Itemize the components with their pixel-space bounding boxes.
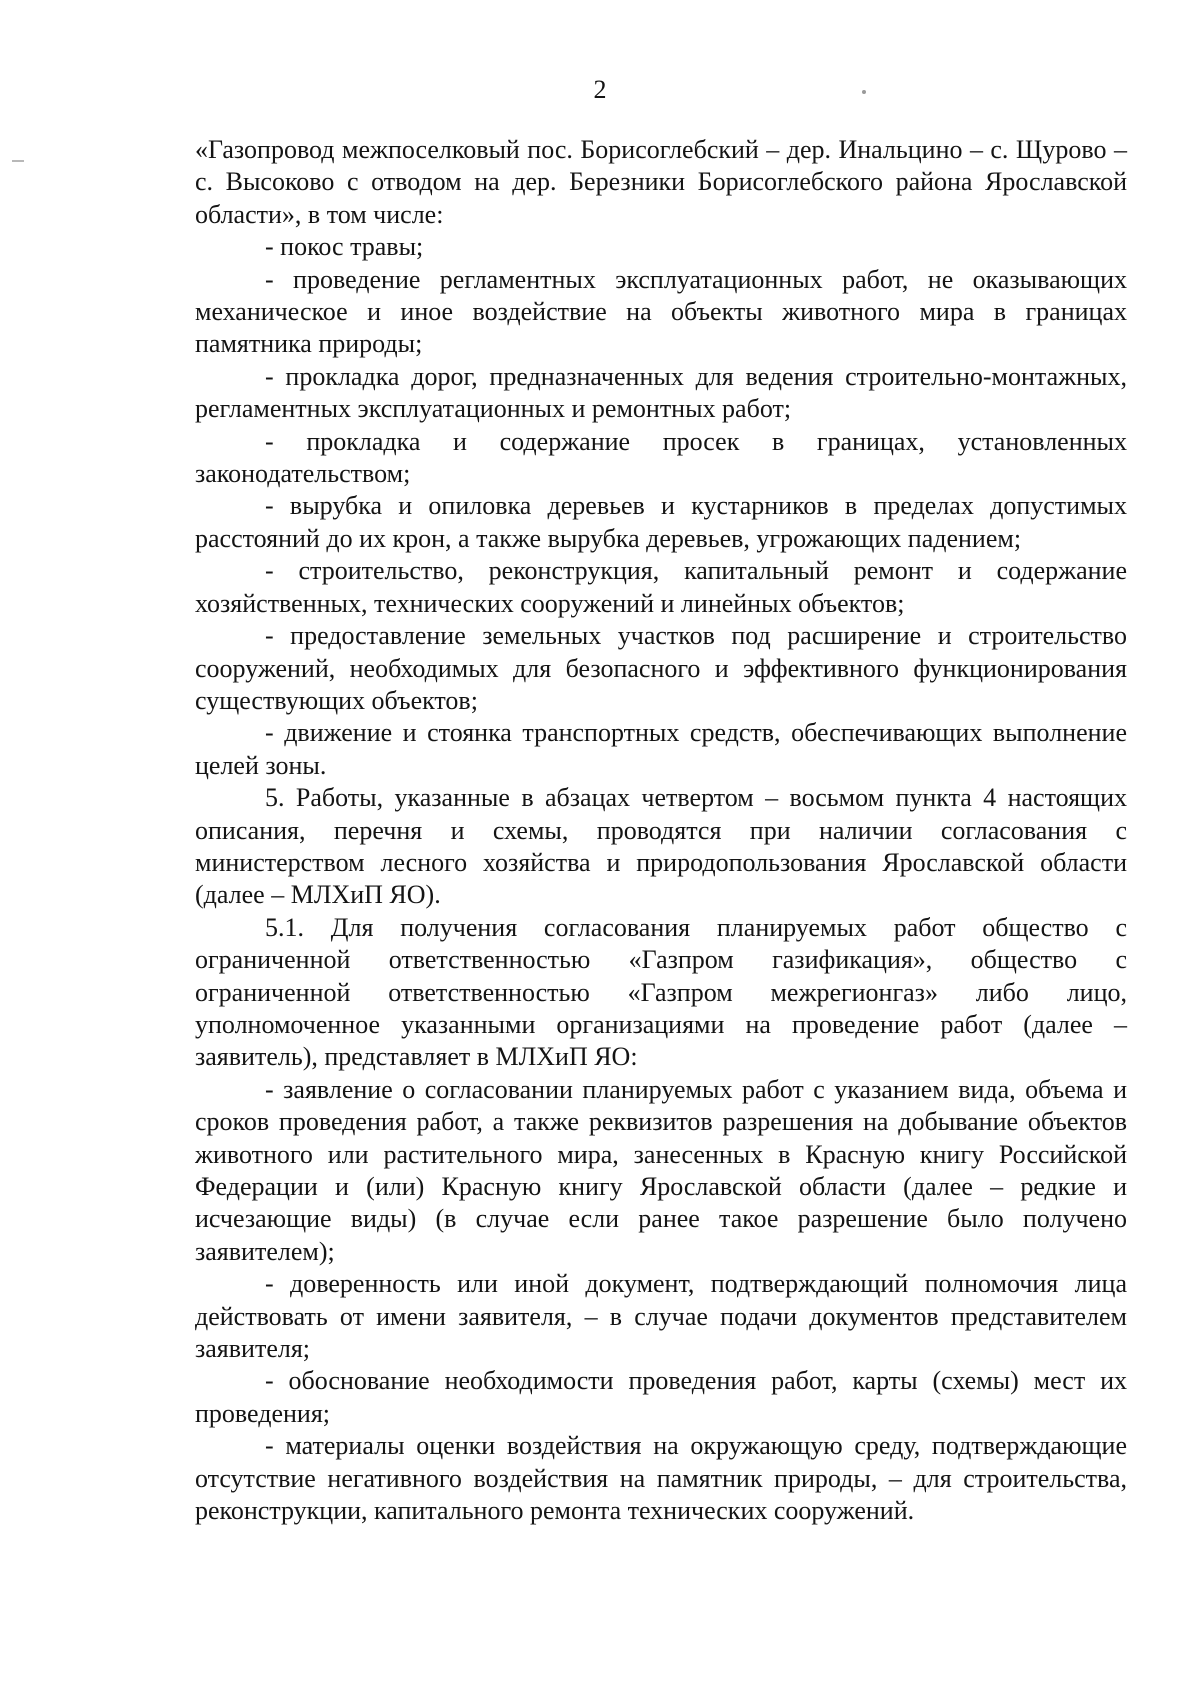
section-paragraph: 5.1. Для получения согласования планируемых работ общество с ограниченной ответственностью «Газпром газификация», общество с ограниченной ответственностью «Газпром межрегионгаз» либо лицо, уполномоченное указанными организациями на проведение работ (далее – заявитель), представляет в МЛХиП ЯО: (195, 912, 1127, 1072)
scan-artifact (12, 160, 24, 162)
list-item: - материалы оценки воздействия на окружающую среду, подтверждающие отсутствие негативного воздействия на памятник природы, – для строительства, реконструкции, капитального ремонта технических сооружений. (195, 1431, 1127, 1526)
list-item: - строительство, реконструкция, капитальный ремонт и содержание хозяйственных, технических сооружений и линейных объектов; (195, 556, 1127, 618)
list-item: - предоставление земельных участков под расширение и строительство сооружений, необходимых для безопасного и эффективного функционирования существующих объектов; (195, 621, 1127, 715)
list-item: - покос травы; (265, 232, 424, 262)
list-item: - проведение регламентных эксплуатационных работ, не оказывающих механическое и иное воздействие на объекты животного мира в границах памятника природы; (195, 264, 1127, 359)
list-item: - доверенность или иной документ, подтверждающий полномочия лица действовать от имени заявителя, – в случае подачи документов представителем заявителя; (195, 1269, 1127, 1364)
list-item: - обоснование необходимости проведения работ, карты (схемы) мест их проведения; (195, 1366, 1127, 1428)
document-body (195, 134, 1127, 1527)
list-item: - заявление о согласовании планируемых работ с указанием вида, объема и сроков проведения работ, а также реквизитов разрешения на добывание объектов животного или растительного мира, занесенных в Красную книгу Российской Федерации и (или) Красную книгу Ярославской области (далее – редкие и исчезающие виды) (в случае если ранее такое разрешение было получено заявителем); (195, 1074, 1127, 1266)
section-paragraph: 5. Работы, указанные в абзацах четвертом – восьмом пункта 4 настоящих описания, перечня и схемы, проводятся при наличии согласования с министерством лесного хозяйства и природопользования Ярославской области (далее – МЛХиП ЯО). (195, 783, 1127, 910)
list-item: - прокладка дорог, предназначенных для ведения строительно-монтажных, регламентных эксплуатационных и ремонтных работ; (195, 361, 1127, 424)
page-number: 2 (593, 75, 607, 104)
list-item: - вырубка и опиловка деревьев и кустарников в пределах допустимых расстояний до их крон, а также вырубка деревьев, угрожающих падением; (195, 491, 1127, 553)
list-item: - движение и стоянка транспортных средств, обеспечивающих выполнение целей зоны. (195, 718, 1127, 780)
list-item: - прокладка и содержание просек в границах, установленных законодательством; (195, 426, 1127, 489)
paragraph: «Газопровод межпоселковый пос. Борисоглебский – дер. Инальцино – с. Щурово – с. Высоково с отводом на дер. Березники Борисоглебского района Ярославской области», в том числе: (195, 135, 1127, 229)
